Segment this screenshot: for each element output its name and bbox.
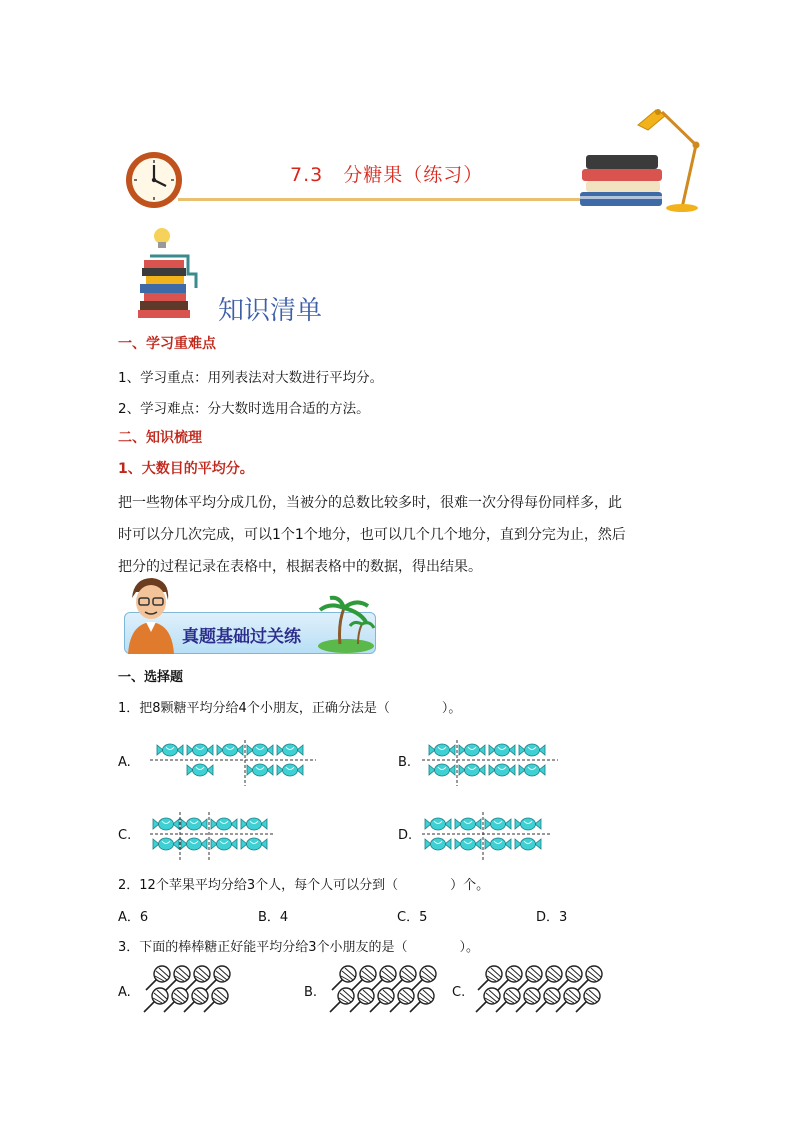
- teacher-icon: [122, 574, 178, 654]
- subsection-title: 1、大数目的平均分。: [118, 461, 254, 477]
- candy-icon: [277, 744, 303, 756]
- q3-option-a-figure[interactable]: [138, 962, 248, 1022]
- title-rule: [178, 198, 586, 201]
- candy-icon: [211, 818, 237, 830]
- q3-option-b-figure[interactable]: [324, 962, 454, 1022]
- q2-option-d[interactable]: D．3: [536, 910, 568, 925]
- candy-icon: [241, 818, 267, 830]
- candy-icon: [429, 764, 455, 776]
- paragraph-line: 把分的过程记录在表格中，根据表格中的数据，得出结果。: [118, 559, 482, 575]
- q1-option-c-label[interactable]: C.: [118, 828, 132, 843]
- q3-option-c-label[interactable]: C.: [452, 985, 466, 1000]
- candy-icon: [181, 818, 207, 830]
- q1-option-b-label[interactable]: B.: [398, 755, 412, 770]
- q1-option-a-figure[interactable]: [148, 738, 318, 788]
- candy-icon: [187, 744, 213, 756]
- candy-icon: [241, 838, 267, 850]
- paragraph-line: 把一些物体平均分成几份，当被分的总数比较多时，很难一次分得每份同样多，此: [118, 495, 622, 511]
- candy-icon: [519, 744, 545, 756]
- lollipop-icon: [478, 966, 502, 990]
- difficulty-item: 2、学习难点：分大数时选用合适的方法。: [118, 401, 370, 417]
- lollipop-icon: [144, 988, 168, 1012]
- lollipop-icon: [332, 966, 356, 990]
- q1-option-c-figure[interactable]: [148, 810, 278, 862]
- knowledge-paragraph: [118, 487, 688, 583]
- q2-option-a[interactable]: A．6: [118, 910, 149, 925]
- page-title: 7.3 分糖果（练习）: [290, 164, 484, 186]
- lollipop-icon: [476, 988, 500, 1012]
- candy-icon: [519, 764, 545, 776]
- candy-icon: [211, 838, 237, 850]
- candy-icon: [247, 744, 273, 756]
- candy-icon: [485, 838, 511, 850]
- candy-icon: [459, 764, 485, 776]
- q2-option-b[interactable]: B．4: [258, 910, 289, 925]
- candy-icon: [429, 744, 455, 756]
- candy-icon: [247, 764, 273, 776]
- lollipop-icon: [146, 966, 170, 990]
- candy-icon: [455, 838, 481, 850]
- clock-icon: [124, 150, 184, 210]
- candy-icon: [489, 744, 515, 756]
- practice-badge-title: 真题基础过关练: [182, 627, 301, 647]
- candy-icon: [153, 818, 179, 830]
- candy-icon: [489, 764, 515, 776]
- q3-option-b-label[interactable]: B.: [304, 985, 318, 1000]
- q3-option-a-label[interactable]: A.: [118, 985, 131, 1000]
- section-title-difficulty: 一、学习重难点: [118, 336, 216, 352]
- q1-option-d-figure[interactable]: [420, 810, 552, 862]
- paragraph-line: 时可以分几次完成，可以1个1个地分，也可以几个几个地分，直到分完为止，然后: [118, 527, 626, 543]
- candy-icon: [217, 744, 243, 756]
- lollipop-icon: [330, 988, 354, 1012]
- key-point-item: 1、学习重点：用列表法对大数进行平均分。: [118, 370, 384, 386]
- q1-option-b-figure[interactable]: [420, 738, 560, 788]
- q1-option-d-label[interactable]: D.: [398, 828, 413, 843]
- candy-icon: [157, 744, 183, 756]
- candy-icon: [153, 838, 179, 850]
- candy-icon: [485, 818, 511, 830]
- candy-icon: [187, 764, 213, 776]
- choice-section-title: 一、选择题: [118, 670, 184, 685]
- question-1-stem: 1．把8颗糖平均分给4个小朋友，正确分法是（ ）。: [118, 701, 462, 716]
- q1-option-a-label[interactable]: A.: [118, 755, 131, 770]
- question-2-stem: 2．12个苹果平均分给3个人，每个人可以分到（ ）个。: [118, 878, 490, 893]
- candy-icon: [515, 838, 541, 850]
- books-lamp-icon: [578, 100, 708, 215]
- candy-icon: [515, 818, 541, 830]
- candy-icon: [425, 838, 451, 850]
- knowledge-books-icon: [136, 226, 216, 322]
- candy-icon: [459, 744, 485, 756]
- q2-option-c[interactable]: C．5: [397, 910, 428, 925]
- candy-icon: [277, 764, 303, 776]
- candy-icon: [455, 818, 481, 830]
- section-title-knowledge: 二、知识梳理: [118, 430, 202, 446]
- question-3-stem: 3．下面的棒棒糖正好能平均分给3个小朋友的是（ ）。: [118, 940, 480, 955]
- candy-icon: [425, 818, 451, 830]
- q3-option-c-figure[interactable]: [470, 962, 620, 1022]
- knowledge-banner-title: 知识清单: [218, 296, 323, 326]
- candy-icon: [181, 838, 207, 850]
- palm-tree-icon: [310, 594, 376, 654]
